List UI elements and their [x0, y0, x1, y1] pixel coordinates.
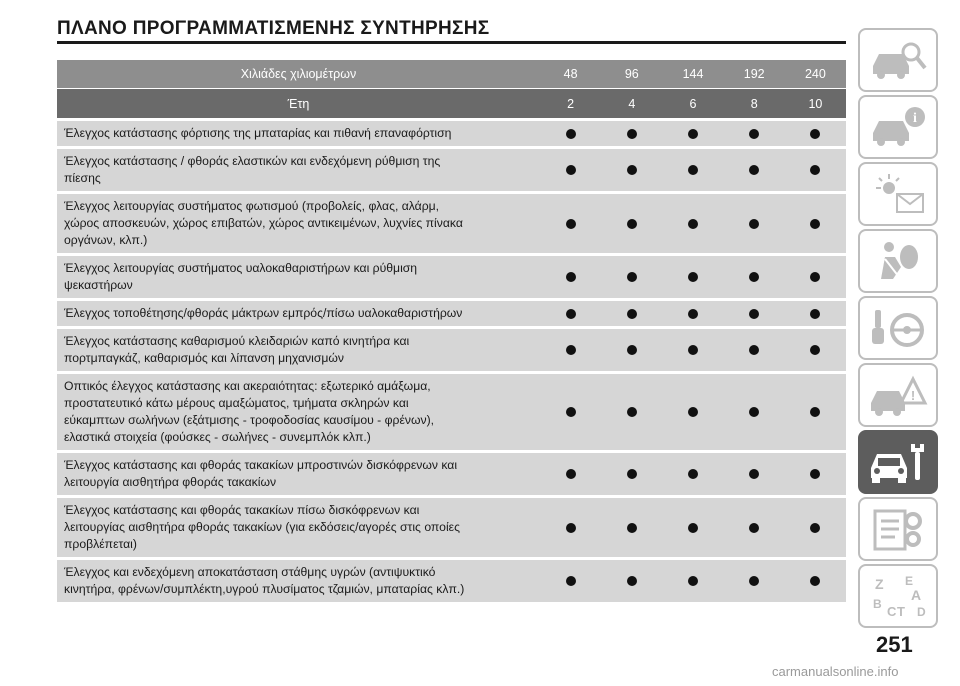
label-line: λειτουργία αισθητήρα φθοράς τακακίων	[64, 475, 277, 489]
check-cell	[785, 469, 846, 479]
label-line: Έλεγχος κατάστασης καθαρισμού κλειδαριών καπό κινητήρα και	[64, 334, 410, 348]
label-line: Έλεγχος κατάστασης φόρτισης της μπαταρίας και πιθανή επαναφόρτιση	[64, 126, 452, 140]
years-header-cell: 4	[628, 96, 636, 111]
scheduled-dot-icon	[627, 576, 637, 586]
watermark: carmanualsonline.info	[772, 664, 899, 679]
scheduled-dot-icon	[566, 272, 576, 282]
table-row	[57, 194, 846, 253]
scheduled-dot-icon	[749, 576, 759, 586]
check-cell	[785, 165, 846, 175]
table-row	[57, 374, 846, 450]
scheduled-dot-icon	[566, 129, 576, 139]
check-cell	[540, 129, 601, 139]
index-letter: D	[917, 605, 926, 619]
check-cell	[540, 576, 601, 586]
check-cell	[601, 469, 662, 479]
scheduled-dot-icon	[627, 523, 637, 533]
check-cell	[785, 523, 846, 533]
km-header-cell: 144	[682, 67, 704, 81]
scheduled-dot-icon	[688, 469, 698, 479]
tab-index[interactable]	[858, 564, 938, 628]
check-cell	[785, 576, 846, 586]
scheduled-dot-icon	[566, 309, 576, 319]
scheduled-dot-icon	[627, 272, 637, 282]
car-info-icon	[867, 103, 929, 151]
label-line: Έλεγχος λειτουργίας συστήματος υαλοκαθαριστήρων και ρύθμιση	[64, 261, 418, 275]
label-line: ελαστικά στοιχεία (φούσκες - σωλήνες - συνεμπλόκ κλπ.)	[64, 430, 371, 444]
table-row	[57, 301, 846, 326]
label-line: εύκαμπτων σωλήνων (εξάτμισης - τροφοδοσίας καυσίμου - φρένων),	[64, 413, 435, 427]
check-cells	[540, 523, 846, 533]
table-row	[57, 498, 846, 557]
check-cell	[662, 523, 723, 533]
check-cell	[540, 407, 601, 417]
scheduled-dot-icon	[688, 272, 698, 282]
check-cell	[540, 165, 601, 175]
years-header-cell: 2	[567, 96, 575, 111]
check-cell	[601, 576, 662, 586]
label-line: προβλέπεται)	[64, 537, 137, 551]
check-cell	[662, 219, 723, 229]
check-cell	[662, 576, 723, 586]
check-cells	[540, 469, 846, 479]
tab-safety[interactable]	[858, 229, 938, 293]
scheduled-dot-icon	[810, 523, 820, 533]
maintenance-item-label	[57, 498, 540, 557]
scheduled-dot-icon	[566, 165, 576, 175]
label-line: Έλεγχος κατάστασης / φθοράς ελαστικών και ενδεχόμενη ρύθμιση της	[64, 154, 441, 168]
table-row	[57, 560, 846, 602]
check-cells	[540, 309, 846, 319]
index-letter: Z	[875, 576, 884, 592]
scheduled-dot-icon	[810, 165, 820, 175]
label-line: Έλεγχος τοποθέτησης/φθοράς μάκτρων εμπρός/πίσω υαλοκαθαριστήρων	[64, 306, 463, 320]
scheduled-dot-icon	[627, 129, 637, 139]
title-divider	[57, 41, 846, 44]
check-cell	[601, 345, 662, 355]
maintenance-item-label	[57, 256, 540, 298]
table-body	[57, 121, 846, 602]
km-header-row	[57, 60, 846, 88]
check-cell	[724, 165, 785, 175]
check-cells	[540, 345, 846, 355]
years-header-cell: 10	[808, 96, 823, 111]
scheduled-dot-icon	[749, 129, 759, 139]
index-letter: T	[897, 604, 905, 619]
svg-text:i: i	[913, 111, 917, 126]
check-cell	[601, 309, 662, 319]
scheduled-dot-icon	[566, 407, 576, 417]
check-cell	[724, 129, 785, 139]
scheduled-dot-icon	[810, 309, 820, 319]
km-header-label: Χιλιάδες χιλιομέτρων	[240, 67, 357, 81]
technical-data-icon	[867, 505, 929, 553]
check-cell	[724, 272, 785, 282]
scheduled-dot-icon	[688, 576, 698, 586]
check-cell	[540, 523, 601, 533]
check-cell	[785, 272, 846, 282]
check-cell	[601, 272, 662, 282]
check-cell	[724, 576, 785, 586]
svg-text:!: !	[910, 388, 916, 403]
tab-starting-driving[interactable]	[858, 296, 938, 360]
scheduled-dot-icon	[810, 576, 820, 586]
label-line: ψεκαστήρων	[64, 278, 133, 292]
scheduled-dot-icon	[627, 219, 637, 229]
check-cells	[540, 407, 846, 417]
tab-warning-lights[interactable]	[858, 162, 938, 226]
check-cell	[724, 407, 785, 417]
check-cell	[540, 345, 601, 355]
check-cell	[601, 523, 662, 533]
scheduled-dot-icon	[688, 523, 698, 533]
label-line: κινητήρα, φρένων/συμπλέκτη,υγρού πλυσίματος τζαμιών, μπαταρίας κλπ.)	[64, 582, 465, 596]
check-cell	[540, 309, 601, 319]
scheduled-dot-icon	[749, 407, 759, 417]
page-number: 251	[876, 632, 913, 657]
scheduled-dot-icon	[749, 272, 759, 282]
check-cell	[601, 165, 662, 175]
km-header-cell: 96	[624, 67, 639, 81]
scheduled-dot-icon	[688, 219, 698, 229]
years-header-label: Έτη	[287, 96, 310, 111]
maintenance-item-label	[57, 194, 540, 253]
table-row	[57, 256, 846, 298]
maintenance-table	[57, 60, 846, 602]
safety-airbag-icon	[867, 237, 929, 285]
check-cell	[662, 469, 723, 479]
maintenance-item-label	[57, 149, 540, 191]
label-line: Έλεγχος κατάστασης και φθοράς τακακίων μπροστινών δισκόφρενων και	[64, 458, 458, 472]
maintenance-item-label	[57, 560, 540, 602]
check-cell	[785, 129, 846, 139]
label-line: Έλεγχος κατάστασης και φθοράς τακακίων πίσω δισκόφρενων και	[64, 503, 420, 517]
check-cell	[662, 309, 723, 319]
scheduled-dot-icon	[749, 165, 759, 175]
years-header-cell: 8	[750, 96, 758, 111]
check-cell	[662, 129, 723, 139]
scheduled-dot-icon	[688, 345, 698, 355]
scheduled-dot-icon	[688, 129, 698, 139]
scheduled-dot-icon	[627, 345, 637, 355]
check-cell	[785, 345, 846, 355]
label-line: οργάνων, κλπ.)	[64, 233, 148, 247]
label-line: λειτουργίας αισθητήρα φθοράς τακακίων (για εκδόσεις/αγορές στις οποίες	[64, 520, 460, 534]
scheduled-dot-icon	[810, 272, 820, 282]
label-line: προστατευτικό κάτω μέρους αμαξώματος, τμήματα σκληρών και	[64, 396, 409, 410]
scheduled-dot-icon	[627, 165, 637, 175]
emergency-icon	[867, 371, 929, 419]
label-line: χώρος αποσκευών, χώρος επιβατών, χώρος αντικειμένων, λυχνίες πίνακα	[64, 216, 463, 230]
check-cells	[540, 576, 846, 586]
check-cell	[724, 523, 785, 533]
label-line: Έλεγχος λειτουργίας συστήματος φωτισμού (προβολείς, φλας, αλάρμ,	[64, 199, 440, 213]
check-cell	[540, 219, 601, 229]
scheduled-dot-icon	[749, 219, 759, 229]
scheduled-dot-icon	[566, 469, 576, 479]
index-letter: E	[905, 574, 914, 588]
maintenance-item-label	[57, 301, 540, 326]
starting-driving-icon	[867, 304, 929, 352]
label-line: πορτμπαγκάζ, καθαρισμός και λίπανση μηχανισμών	[64, 351, 344, 365]
check-cells	[540, 129, 846, 139]
check-cells	[540, 165, 846, 175]
scheduled-dot-icon	[810, 469, 820, 479]
tab-technical-data[interactable]	[858, 497, 938, 561]
table-row	[57, 453, 846, 495]
km-header-cell: 48	[563, 67, 578, 81]
scheduled-dot-icon	[749, 469, 759, 479]
scheduled-dot-icon	[627, 309, 637, 319]
check-cells	[540, 219, 846, 229]
scheduled-dot-icon	[566, 523, 576, 533]
scheduled-dot-icon	[566, 219, 576, 229]
maintenance-item-label	[57, 453, 540, 495]
check-cell	[785, 309, 846, 319]
scheduled-dot-icon	[688, 309, 698, 319]
tab-car-search[interactable]	[858, 28, 938, 92]
tab-car-info[interactable]	[858, 95, 938, 159]
check-cell	[724, 219, 785, 229]
scheduled-dot-icon	[627, 407, 637, 417]
scheduled-dot-icon	[566, 576, 576, 586]
scheduled-dot-icon	[749, 309, 759, 319]
table-row	[57, 329, 846, 371]
scheduled-dot-icon	[688, 165, 698, 175]
car-maintenance-icon	[867, 438, 929, 486]
years-header-cell: 6	[689, 96, 697, 111]
tab-maintenance[interactable]	[858, 430, 938, 494]
check-cell	[601, 219, 662, 229]
label-line: Έλεγχος και ενδεχόμενη αποκατάσταση στάθμης υγρών (αντιψυκτικό	[64, 565, 436, 579]
page-title: ΠΛΑΝΟ ΠΡΟΓΡΑΜΜΑΤΙΣΜΕΝΗΣ ΣΥΝΤΗΡΗΣΗΣ	[57, 18, 490, 39]
warning-lights-icon	[867, 170, 929, 218]
check-cell	[724, 469, 785, 479]
maintenance-item-label	[57, 329, 540, 371]
scheduled-dot-icon	[749, 523, 759, 533]
table-row	[57, 149, 846, 191]
check-cell	[601, 407, 662, 417]
check-cell	[540, 272, 601, 282]
years-header-row	[57, 89, 846, 118]
km-header-cell: 240	[804, 67, 826, 81]
check-cell	[662, 407, 723, 417]
maintenance-item-label	[57, 121, 540, 146]
scheduled-dot-icon	[566, 345, 576, 355]
scheduled-dot-icon	[688, 407, 698, 417]
km-header-cell: 192	[743, 67, 765, 81]
scheduled-dot-icon	[810, 345, 820, 355]
check-cell	[785, 407, 846, 417]
check-cell	[540, 469, 601, 479]
check-cell	[662, 345, 723, 355]
table-row	[57, 121, 846, 146]
label-line: Οπτικός έλεγχος κατάστασης και ακεραιότητας: εξωτερικό αμάξωμα,	[64, 379, 431, 393]
scheduled-dot-icon	[810, 129, 820, 139]
maintenance-item-label	[57, 374, 540, 450]
check-cell	[662, 165, 723, 175]
index-letter: A	[911, 587, 922, 603]
check-cell	[785, 219, 846, 229]
check-cell	[601, 129, 662, 139]
scheduled-dot-icon	[627, 469, 637, 479]
check-cell	[724, 309, 785, 319]
check-cells	[540, 272, 846, 282]
scheduled-dot-icon	[810, 407, 820, 417]
scheduled-dot-icon	[810, 219, 820, 229]
check-cell	[724, 345, 785, 355]
index-letter: C	[887, 604, 897, 619]
index-icon	[867, 572, 929, 620]
car-search-icon	[867, 36, 929, 84]
index-letter: B	[873, 597, 882, 611]
check-cell	[662, 272, 723, 282]
chapter-sidebar	[858, 28, 938, 631]
scheduled-dot-icon	[749, 345, 759, 355]
tab-emergency[interactable]	[858, 363, 938, 427]
label-line: πίεσης	[64, 171, 101, 185]
